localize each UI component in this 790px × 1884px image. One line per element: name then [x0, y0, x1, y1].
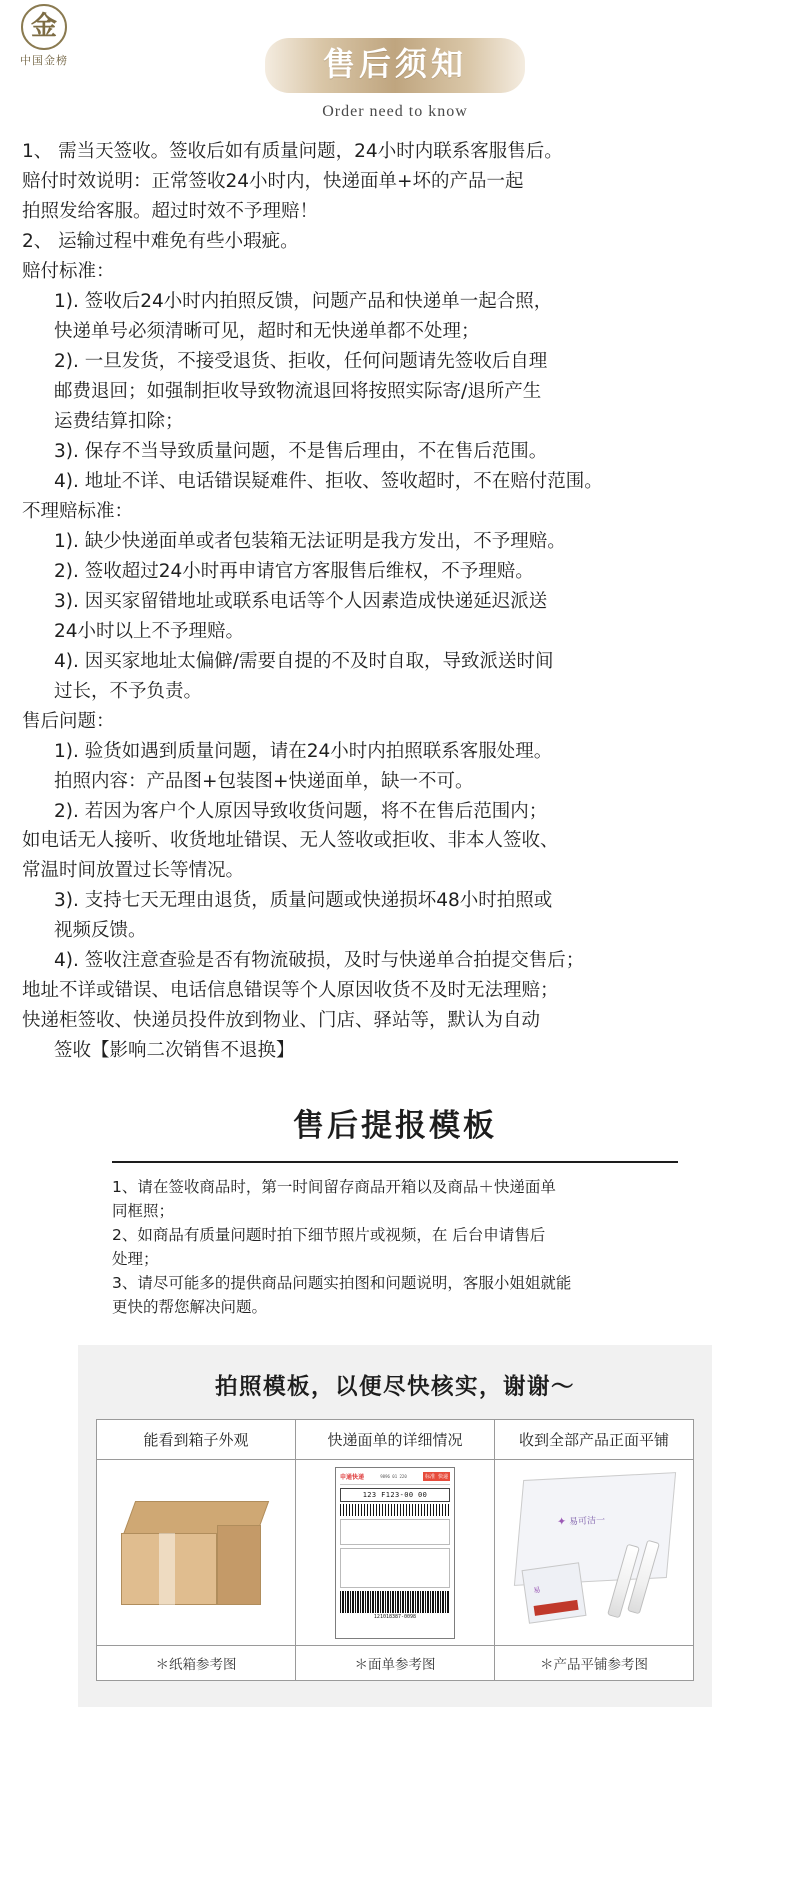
waybill-detail-block — [340, 1548, 450, 1588]
pay-standard-line: 1). 签收后24小时内拍照反馈，问题产品和快递单一起合照， — [54, 291, 553, 313]
flatlay-brand-text: 易可洁一 — [568, 1515, 606, 1528]
table-image-row — [97, 1460, 694, 1646]
intro-line: 赔付时效说明：正常签收24小时内，快递面单+坏的产品一起 — [22, 171, 524, 193]
notice-body — [0, 121, 790, 1066]
pouch-band — [534, 1600, 579, 1616]
pay-standard-line: 3). 保存不当导致质量问题，不是售后理由，不在售后范围。 — [54, 440, 548, 462]
flatlay-brand-mark: ✦ 易可洁一 — [556, 1514, 606, 1529]
waybill-icon — [335, 1467, 455, 1639]
after-sale-title: 售后问题： — [22, 710, 115, 732]
caption-waybill: ＊面单参考图 — [296, 1646, 495, 1681]
column-header-products: 收到全部产品正面平铺 — [495, 1420, 694, 1460]
pay-standard-block — [22, 287, 768, 497]
after-sale-line: 常温时间放置过长等情况。 — [22, 860, 245, 882]
carton-box-icon — [121, 1493, 271, 1613]
photo-card-heading: 拍照模板，以便尽快核实，谢谢～ — [214, 1374, 575, 1401]
no-pay-line: 4). 因买家地址太偏僻/需要自提的不及时自取，导致派送时间 — [54, 650, 554, 672]
intro-line: 2、 运输过程中难免有些小瑕疵。 — [22, 231, 299, 253]
intro-block — [22, 137, 768, 287]
logo-brand-name: 中国金榜 — [20, 55, 68, 67]
product-pouch — [522, 1562, 587, 1624]
page-title: 售后须知 — [322, 45, 467, 83]
pay-standard-line: 邮费退回；如强制拒收导致物流退回将按照实际寄/退所产生 — [54, 380, 542, 402]
after-sale-line: 2). 若因为客户个人原因导致收货问题，将不在售后范围内； — [54, 800, 548, 822]
after-sale-line: 签收【影响二次销售不退换】 — [54, 1040, 295, 1062]
template-note-line: 同框照； — [112, 1202, 175, 1221]
waybill-bottom-number: 121018387-0098 — [373, 1613, 417, 1620]
no-pay-line: 24小时以上不予理赔。 — [54, 620, 245, 642]
cell-products-image — [495, 1460, 694, 1646]
intro-line: 拍照发给客服。超过时效不予理赔！ — [22, 201, 319, 223]
cell-waybill-image — [296, 1460, 495, 1646]
after-sale-line: 1). 验货如遇到质量问题，请在24小时内拍照联系客服处理。 — [54, 740, 553, 762]
waybill-barcode — [340, 1504, 450, 1516]
after-sale-line: 地址不详或错误、电话信息错误等个人原因收货不及时无法理赔； — [22, 980, 559, 1002]
waybill-order-number: 123 F123-00 00 — [340, 1488, 450, 1502]
after-sale-line: 视频反馈。 — [54, 920, 147, 942]
after-sale-line: 4). 签收注意查验是否有物流破损，及时与快递单合拍提交售后； — [54, 950, 585, 972]
no-pay-title: 不理赔标准： — [22, 500, 134, 522]
title-banner — [265, 38, 525, 93]
waybill-address-block — [340, 1519, 450, 1545]
no-pay-block — [22, 527, 768, 707]
template-title: 售后提报模板 — [293, 1108, 497, 1145]
template-notes — [112, 1175, 678, 1319]
no-pay-line: 2). 签收超过24小时再申请官方客服售后维权，不予理赔。 — [54, 560, 534, 582]
pay-standard-line: 4). 地址不详、电话错误疑难件、拒收、签收超时，不在赔付范围。 — [54, 470, 603, 492]
no-pay-line: 3). 因买家留错地址或联系电话等个人因素造成快递延迟派送 — [54, 590, 548, 612]
logo-glyph: 金 — [30, 11, 57, 41]
template-note-line: 更快的帮您解决问题。 — [112, 1298, 268, 1317]
photo-template-table — [96, 1419, 694, 1681]
column-header-box: 能看到箱子外观 — [97, 1420, 296, 1460]
template-note-line: 1、请在签收商品时，第一时间留存商品开箱以及商品＋快递面单 — [112, 1178, 556, 1197]
after-sale-line: 拍照内容：产品图+包装图+快递面单，缺一不可。 — [54, 770, 474, 792]
table-caption-row — [97, 1646, 694, 1681]
after-sale-line: 如电话无人接听、收货地址错误、无人签收或拒收、非本人签收、 — [22, 830, 559, 852]
table-header-row — [97, 1420, 694, 1460]
caption-products: ＊产品平铺参考图 — [495, 1646, 694, 1681]
template-note-line: 2、如商品有质量问题时拍下细节照片或视频，在 后台申请售后 — [112, 1226, 546, 1245]
waybill-code-line: 9896 01 220 — [380, 1473, 407, 1479]
waybill-carrier: 申通快递 — [340, 1473, 365, 1481]
pay-standard-title: 赔付标准： — [22, 261, 115, 283]
no-pay-line: 过长，不予负责。 — [54, 680, 203, 702]
cell-box-image — [97, 1460, 296, 1646]
page-header — [0, 0, 790, 121]
after-sale-block — [22, 737, 768, 1067]
after-sale-line: 3). 支持七天无理由退货，质量问题或快递损坏48小时拍照或 — [54, 890, 553, 912]
brand-logo — [6, 4, 82, 68]
no-pay-line: 1). 缺少快递面单或者包装箱无法证明是我方发出，不予理赔。 — [54, 530, 566, 552]
waybill-barcode-large — [340, 1591, 450, 1613]
pay-standard-line: 2). 一旦发货，不接受退货、拒收，任何问题请先签收后自理 — [54, 350, 548, 372]
logo-mark-icon — [21, 4, 67, 50]
waybill-service-badge: 标准 快递 — [424, 1473, 448, 1480]
caption-box: ＊纸箱参考图 — [97, 1646, 296, 1681]
pay-standard-line: 运费结算扣除； — [54, 410, 184, 432]
after-sale-line: 快递柜签收、快递员投件放到物业、门店、驿站等，默认为自动 — [22, 1010, 541, 1032]
box-tape — [159, 1533, 175, 1605]
page-subtitle: Order need to know — [322, 103, 468, 121]
photo-template-card — [78, 1345, 712, 1707]
divider — [112, 1161, 678, 1163]
product-flatlay-icon — [505, 1470, 683, 1636]
pouch-mark: 易 — [533, 1586, 541, 1595]
template-note-line: 处理； — [112, 1250, 159, 1269]
pay-standard-line: 快递单号必须清晰可见，超时和无快递单都不处理； — [54, 321, 480, 342]
intro-line: 1、 需当天签收。签收后如有质量问题，24小时内联系客服售后。 — [22, 141, 563, 163]
column-header-waybill: 快递面单的详细情况 — [296, 1420, 495, 1460]
template-section — [0, 1100, 790, 1319]
box-side-face — [217, 1525, 261, 1605]
template-note-line: 3、请尽可能多的提供商品问题实拍图和问题说明，客服小姐姐就能 — [112, 1274, 572, 1293]
